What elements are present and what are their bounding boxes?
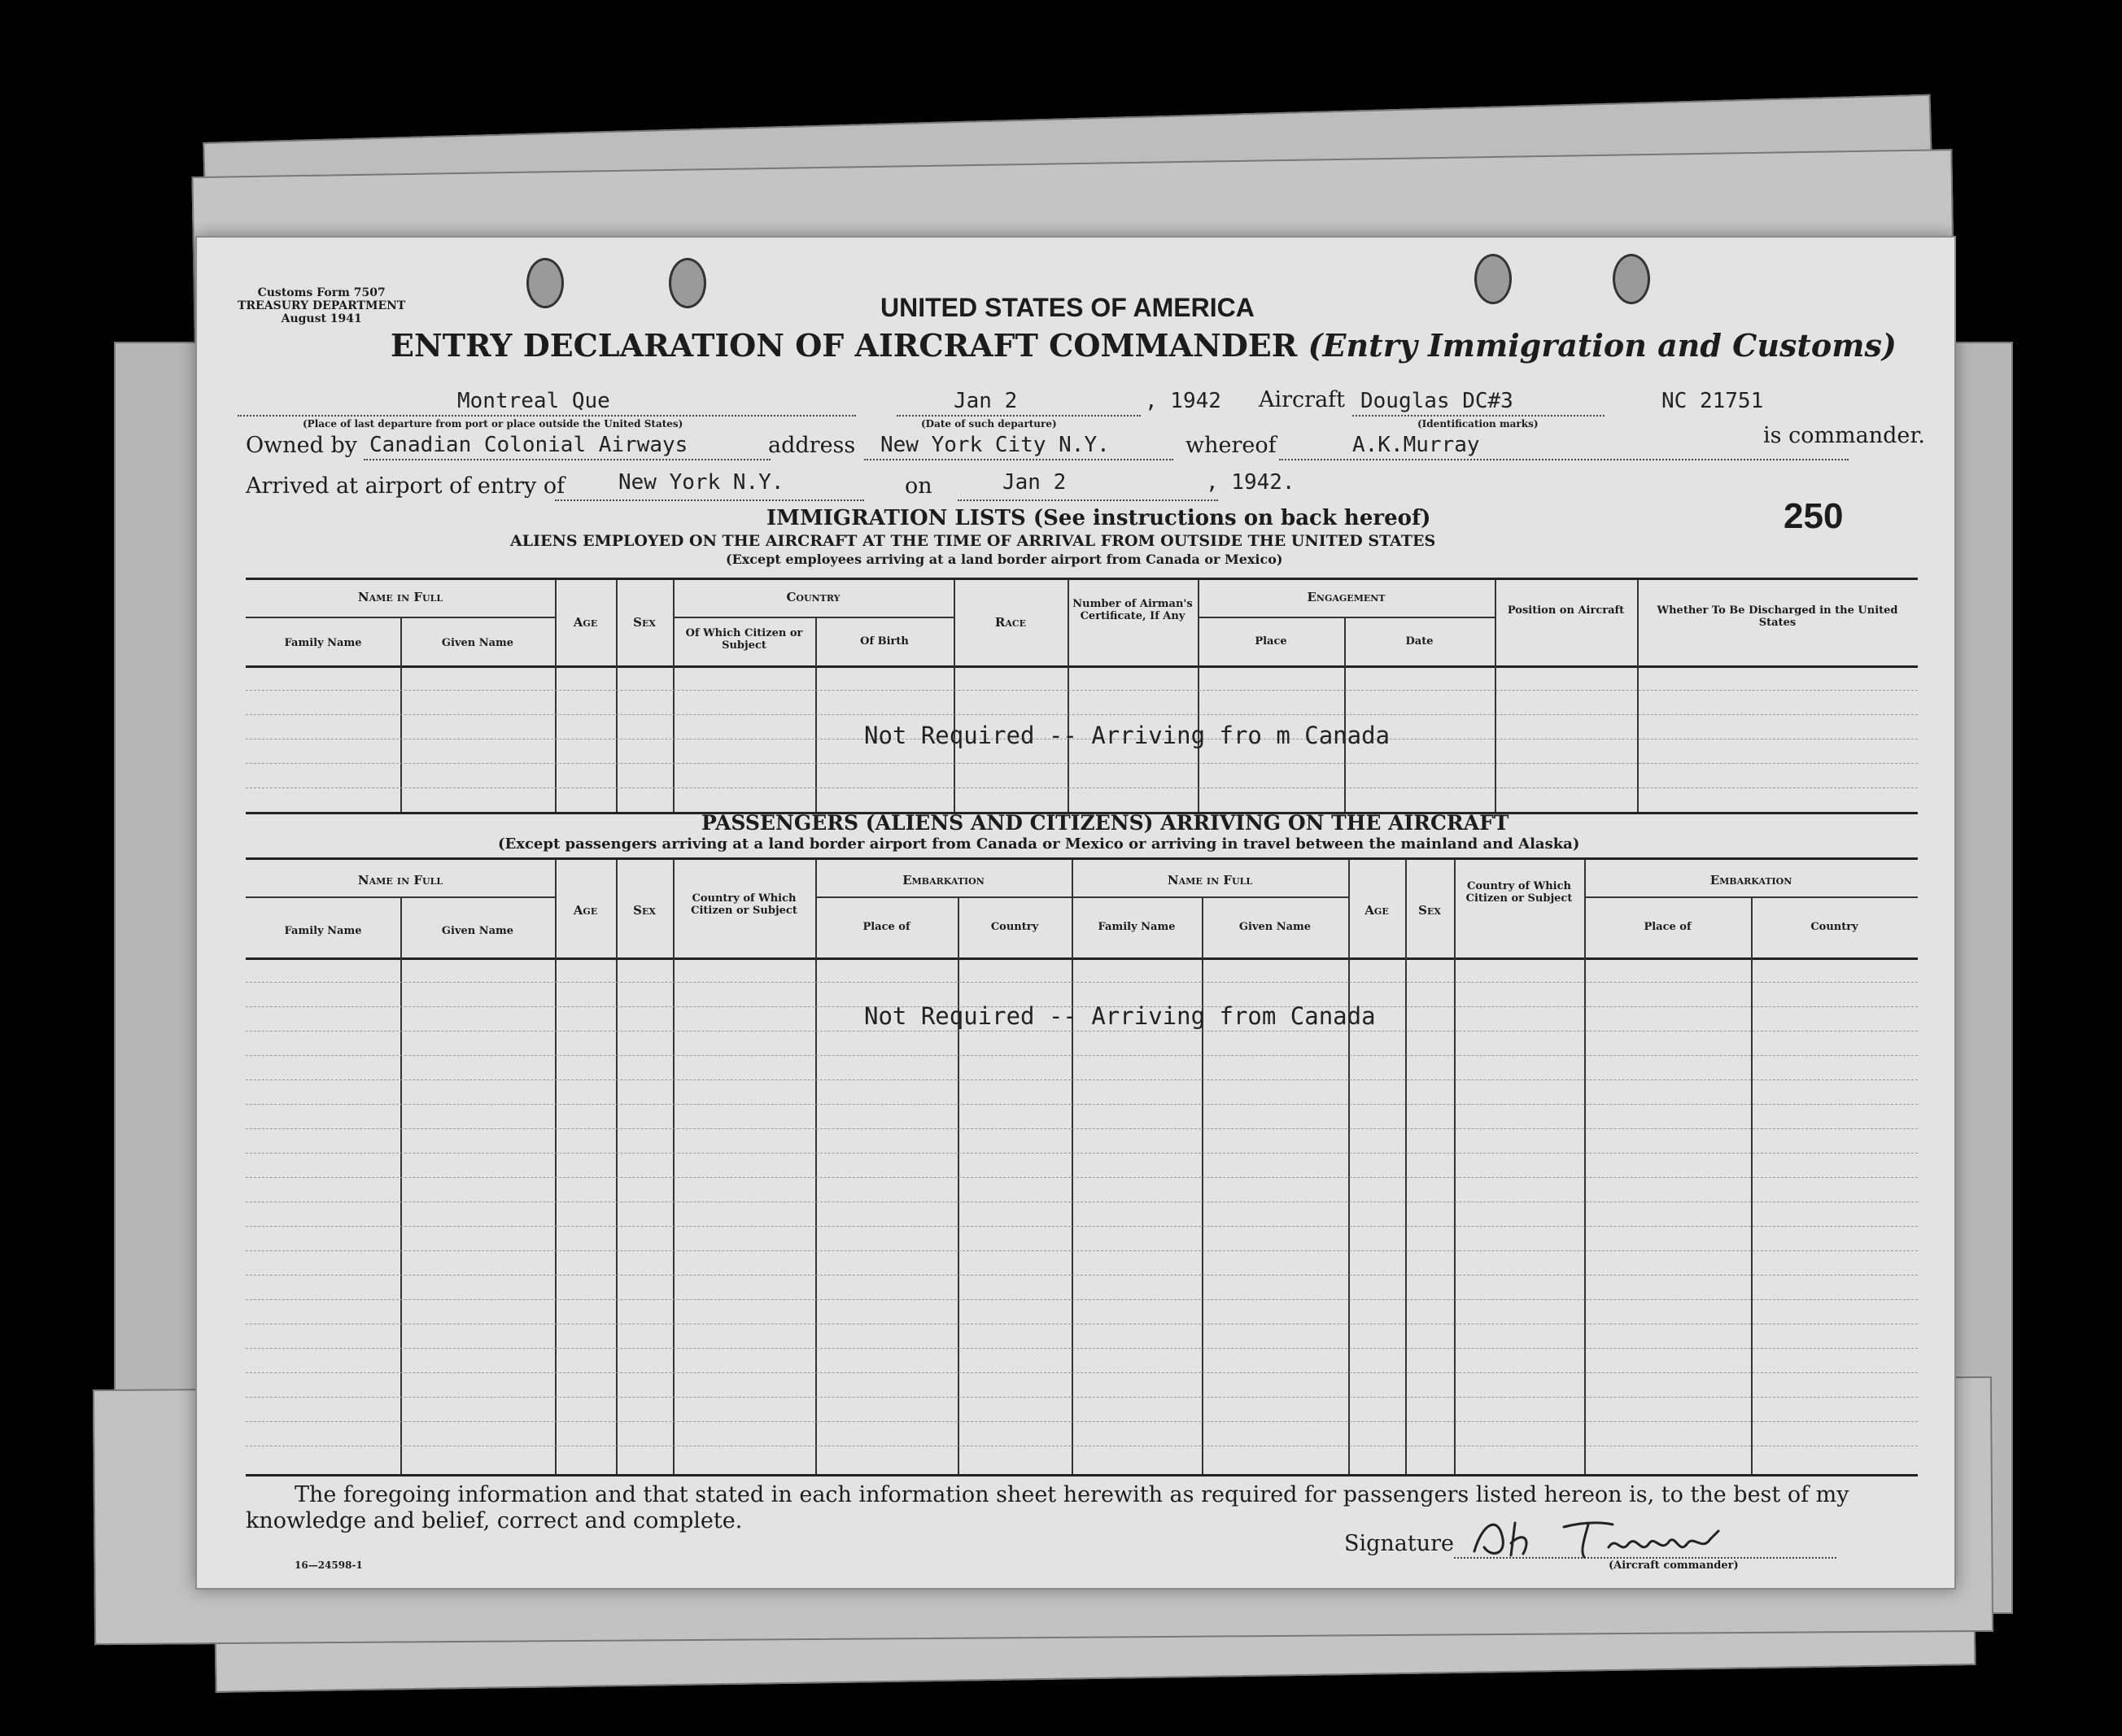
- page-title: [391, 327, 1897, 364]
- col-place-of-2: Place of: [1644, 921, 1692, 933]
- col-family-name: Family Name: [284, 925, 362, 937]
- immigration-title: IMMIGRATION LISTS (See instructions on back hereof): [766, 506, 1431, 530]
- is-commander-label: is commander.: [1763, 423, 1925, 448]
- arrival-date: Jan 2: [1002, 470, 1067, 495]
- col-name-in-full: Name in Full: [357, 590, 443, 604]
- departure-place: Montreal Que: [457, 389, 610, 413]
- col-place-of: Place of: [862, 921, 910, 933]
- title-sub: (Entry Immigration and Customs): [1308, 327, 1897, 364]
- immigration-subtitle-2: (Except employees arriving at a land border airport from Canada or Mexico): [726, 552, 1283, 567]
- form-identifier: [238, 286, 405, 325]
- col-given-name: Given Name: [441, 925, 514, 937]
- col-engagement: Engagement: [1307, 590, 1386, 604]
- passengers-not-required-note: Not Required -- Arriving from Canada: [864, 1002, 1376, 1030]
- aircraft-label: Aircraft: [1259, 387, 1346, 412]
- form-sheet: [195, 236, 1956, 1590]
- col-sex: Sex: [633, 903, 656, 918]
- col-embarkation-2: Embarkation: [1709, 873, 1792, 888]
- col-sex-2: Sex: [1418, 903, 1441, 918]
- on-label: on: [905, 473, 932, 499]
- whereof-label: whereof: [1185, 433, 1277, 458]
- col-discharged: Whether To Be Discharged in the United States: [1657, 604, 1898, 629]
- country-title: UNITED STATES OF AMERICA: [880, 293, 1255, 322]
- page-number: 250: [1784, 496, 1844, 536]
- col-age-2: Age: [1364, 903, 1389, 918]
- col-race: Race: [994, 615, 1027, 630]
- col-name-in-full: Name in Full: [357, 873, 443, 888]
- title-main: ENTRY DECLARATION OF AIRCRAFT COMMANDER: [391, 327, 1298, 364]
- departure-place-caption: (Place of last departure from port or place outside the United States): [303, 418, 683, 430]
- col-position: Position on Aircraft: [1507, 604, 1625, 617]
- punch-hole-icon: [1474, 254, 1512, 304]
- owner-address: New York City N.Y.: [880, 433, 1110, 457]
- departure-year: , 1942: [1145, 389, 1221, 413]
- print-code: 16—24598-1: [295, 1559, 363, 1571]
- departure-date: Jan 2: [954, 389, 1018, 413]
- punch-hole-icon: [1613, 254, 1650, 304]
- arrived-label: Arrived at airport of entry of: [246, 473, 565, 499]
- col-airman-cert: Number of Airman's Certificate, If Any: [1072, 598, 1193, 622]
- aliens-employed-table: [246, 578, 1918, 814]
- col-citizen-of: Country of Which Citizen or Subject: [691, 892, 797, 917]
- signature-caption: (Aircraft commander): [1609, 1559, 1739, 1572]
- col-date: Date: [1405, 635, 1434, 648]
- col-embarkation: Embarkation: [902, 873, 985, 888]
- col-family-name: Family Name: [284, 637, 362, 649]
- arrival-airport: New York N.Y.: [618, 470, 784, 495]
- col-sex: Sex: [633, 615, 656, 630]
- commander-name: A.K.Murray: [1352, 433, 1480, 457]
- arrival-year: , 1942.: [1206, 470, 1295, 495]
- col-age: Age: [573, 615, 598, 630]
- col-country-2: Country: [1810, 921, 1858, 933]
- departure-date-caption: (Date of such departure): [921, 418, 1057, 430]
- col-given-name: Given Name: [441, 637, 514, 649]
- passengers-subtitle: (Except passengers arriving at a land border airport from Canada or Mexico or arriving in travel between the mainland and Alaska): [498, 835, 1580, 853]
- immigration-not-required-note: Not Required -- Arriving fro m Canada: [864, 722, 1391, 749]
- immigration-subtitle: ALIENS EMPLOYED ON THE AIRCRAFT AT THE TIME OF ARRIVAL FROM OUTSIDE THE UNITED STATES: [510, 532, 1436, 550]
- aircraft-model: Douglas DC#3: [1360, 389, 1513, 413]
- col-country: Country: [990, 921, 1039, 933]
- col-family-name-2: Family Name: [1098, 921, 1176, 933]
- declaration-text: The foregoing information and that stated in each information sheet herewith as required for passengers listed hereon is, to the best of my knowledge and belief, correct and complete.: [246, 1482, 1849, 1533]
- col-place: Place: [1255, 635, 1287, 648]
- punch-hole-icon: [526, 258, 564, 308]
- owned-by-label: Owned by: [246, 433, 358, 458]
- signature-label: Signature: [1344, 1531, 1455, 1556]
- punch-hole-icon: [669, 258, 706, 308]
- form-number: Customs Form 7507: [257, 286, 386, 299]
- col-age: Age: [573, 903, 598, 918]
- form-date: August 1941: [281, 312, 362, 325]
- col-of-birth: Of Birth: [860, 635, 909, 648]
- address-label: address: [768, 433, 856, 458]
- col-given-name-2: Given Name: [1238, 921, 1312, 933]
- aircraft-owner: Canadian Colonial Airways: [369, 433, 688, 457]
- col-name-in-full-2: Name in Full: [1167, 873, 1253, 888]
- passengers-title: PASSENGERS (ALIENS AND CITIZENS) ARRIVING ON THE AIRCRAFT: [701, 811, 1509, 835]
- col-citizen-of: Of Which Citizen or Subject: [685, 627, 803, 652]
- form-department: TREASURY DEPARTMENT: [238, 299, 406, 312]
- passengers-table: [246, 857, 1918, 1476]
- aircraft-caption: (Identification marks): [1417, 418, 1539, 430]
- col-citizen-of-2: Country of Which Citizen or Subject: [1465, 880, 1573, 905]
- col-country: Country: [786, 590, 841, 604]
- aircraft-registration: NC 21751: [1661, 389, 1764, 413]
